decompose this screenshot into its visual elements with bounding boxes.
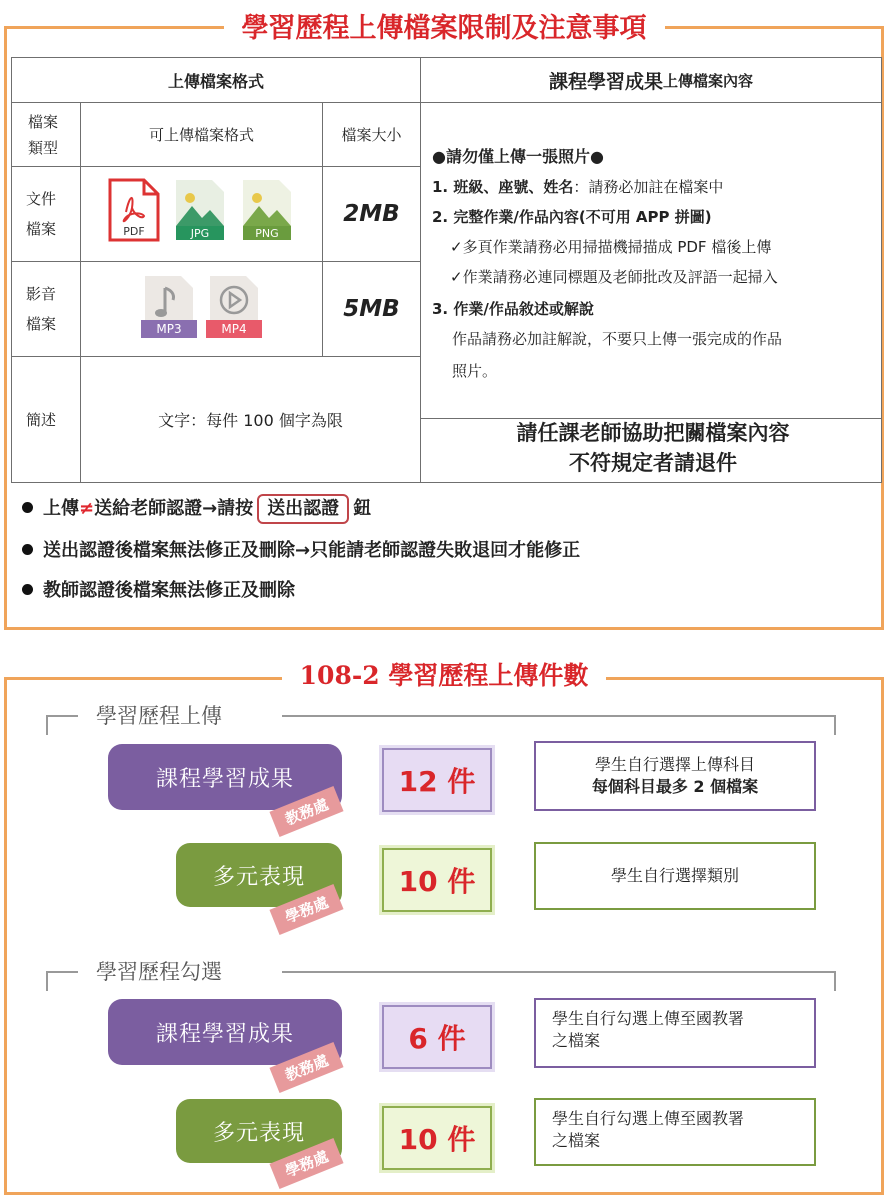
row-media-size: 5MB <box>322 261 421 357</box>
upload-diverse-desc: 學生自行選擇類別 <box>534 842 816 910</box>
row-summary-type: 簡述 <box>11 356 81 483</box>
select-course-count: 6 件 <box>382 1005 492 1069</box>
rule-2-sub1: ✓多頁作業請務必用掃描機掃描成 PDF 檔後上傳 <box>450 238 772 256</box>
upload-course-tag: 教務處 <box>269 786 343 837</box>
bullet-1: 上傳≠送給老師認證→請按 送出認證 鈕 <box>22 494 371 524</box>
teacher-note-1: 請任課老師協助把關檔案內容 <box>516 421 790 445</box>
submit-cert-button-label: 送出認證 <box>257 494 349 524</box>
col-formats-header: 可上傳檔案格式 <box>80 102 323 167</box>
upload-bracket-left <box>46 715 78 735</box>
row-doc-type: 文件檔案 <box>11 166 81 262</box>
select-diverse-label: 多元表現 <box>176 1099 342 1163</box>
upload-course-count: 12 件 <box>382 748 492 812</box>
png-icon <box>241 178 293 242</box>
rule-3: 3. 作業/作品敘述或解說 <box>432 300 594 318</box>
col-size-header: 檔案大小 <box>322 102 421 167</box>
mp3-icon-label: MP3 <box>156 322 182 336</box>
row-doc-size: 2MB <box>322 166 421 262</box>
png-icon-label: PNG <box>255 227 279 240</box>
rule-3-text-cont: 照片。 <box>452 362 498 380</box>
select-course-desc: 學生自行勾選上傳至國教署 之檔案 <box>534 998 816 1068</box>
bullet-2: 送出認證後檔案無法修正及刪除→只能請老師認證失敗退回才能修正 <box>22 536 580 562</box>
col-type-header: 檔案類型 <box>11 102 81 167</box>
select-course-tag: 教務處 <box>269 1042 343 1093</box>
select-heading: 學習歷程勾選 <box>96 960 222 984</box>
upload-course-desc: 學生自行選擇上傳科目 每個科目最多 2 個檔案 <box>534 741 816 811</box>
rule-1: 1. 班級、座號、姓名：請務必加註在檔案中 <box>432 178 724 196</box>
select-course-label: 課程學習成果 <box>108 999 342 1065</box>
select-diverse-desc: 學生自行勾選上傳至國教署 之檔案 <box>534 1098 816 1166</box>
teacher-note-2: 不符規定者請退件 <box>569 451 737 475</box>
select-bracket-left <box>46 971 78 991</box>
left-header: 上傳檔案格式 <box>11 57 421 103</box>
mp4-icon <box>206 274 262 338</box>
row-media-type: 影音檔案 <box>11 261 81 357</box>
bullet-3: 教師認證後檔案無法修正及刪除 <box>22 576 295 602</box>
upload-diverse-tag: 學務處 <box>269 884 343 935</box>
select-diverse-tag: 學務處 <box>269 1138 343 1189</box>
section2-title: 108-2 學習歷程上傳件數 <box>0 656 888 692</box>
upload-diverse-count: 10 件 <box>382 848 492 912</box>
jpg-icon-label: JPG <box>190 227 210 240</box>
photo-warning: ●請勿僅上傳一張照片● <box>432 147 604 166</box>
upload-heading: 學習歷程上傳 <box>96 704 222 728</box>
rule-3-text: 作品請務必加註解說，不要只上傳一張完成的作品 <box>452 330 783 348</box>
row-media-formats <box>80 261 323 357</box>
mp4-icon-label: MP4 <box>221 322 247 336</box>
section1-title: 學習歷程上傳檔案限制及注意事項 <box>0 6 888 45</box>
upload-bracket-right <box>282 715 836 735</box>
right-header: 課程學習成果 上傳檔案內容 <box>420 57 882 103</box>
jpg-icon <box>174 178 226 242</box>
upload-course-label: 課程學習成果 <box>108 744 342 810</box>
select-bracket-right <box>282 971 836 991</box>
select-diverse-count: 10 件 <box>382 1106 492 1170</box>
pdf-icon <box>108 178 160 242</box>
rule-2: 2. 完整作業/作品內容(不可用 APP 拼圖) <box>432 208 712 226</box>
upload-diverse-label: 多元表現 <box>176 843 342 907</box>
mp3-icon <box>141 274 197 338</box>
row-summary-text: 文字：每件 100 個字為限 <box>80 356 421 483</box>
pdf-icon-label: PDF <box>123 225 145 238</box>
rule-2-sub2: ✓作業請務必連同標題及老師批改及評語一起掃入 <box>450 268 778 286</box>
